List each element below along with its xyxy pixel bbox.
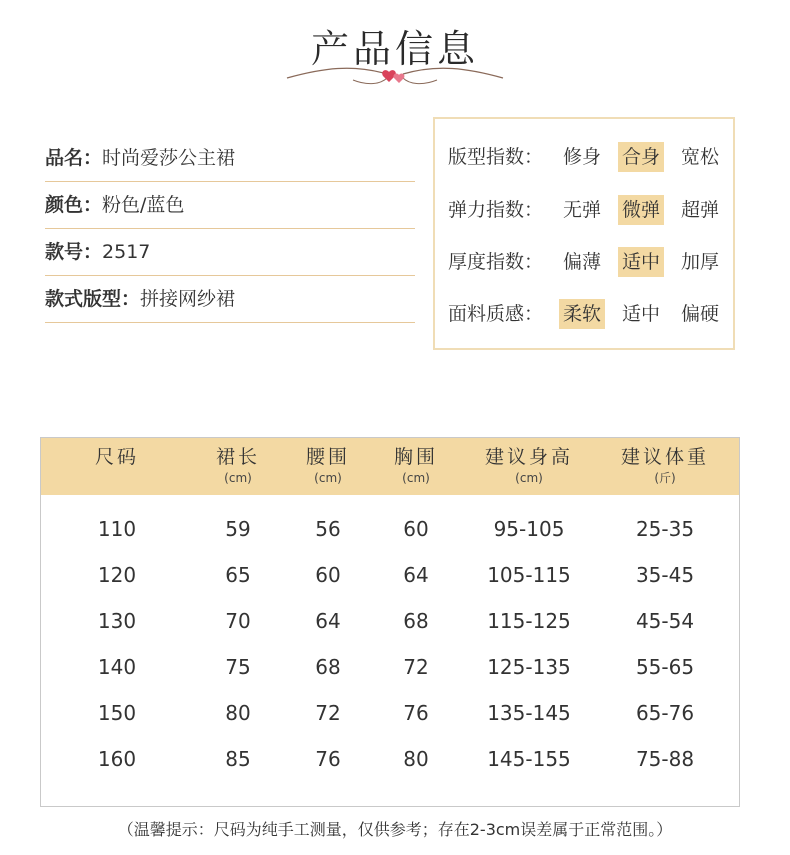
header-label: 尺码	[94, 446, 139, 468]
header-unit: (cm)	[314, 471, 342, 485]
header-height	[469, 444, 589, 486]
index-row-fit	[448, 142, 719, 172]
header-label: 胸围	[393, 446, 438, 468]
cell-weight: 75-88	[635, 747, 695, 771]
index-row-elasticity	[448, 195, 719, 225]
table-row	[41, 598, 739, 644]
header-unit: (cm)	[402, 471, 430, 485]
header-label: 建议身高	[484, 446, 573, 468]
table-row	[41, 506, 739, 552]
cell-chest: 64	[403, 563, 429, 587]
info-label: 品名：	[45, 147, 103, 169]
index-label: 面料质感：	[448, 303, 544, 325]
info-row-color	[45, 182, 415, 229]
index-option-selected: 合身	[618, 142, 664, 172]
cell-weight: 45-54	[635, 609, 695, 633]
heart-divider-ornament	[283, 62, 507, 92]
cell-weight: 55-65	[635, 655, 695, 679]
info-row-style-number	[45, 229, 415, 276]
header-weight	[605, 444, 725, 486]
index-label: 弹力指数：	[448, 199, 544, 221]
cell-chest: 76	[403, 701, 429, 725]
cell-weight: 25-35	[635, 517, 695, 541]
cell-skirt-length: 85	[225, 747, 251, 771]
index-option-selected: 柔软	[559, 299, 605, 329]
cell-size: 150	[97, 701, 137, 725]
cell-skirt-length: 80	[225, 701, 251, 725]
cell-size: 120	[97, 563, 137, 587]
info-row-style-type	[45, 276, 415, 323]
index-option-selected: 适中	[618, 247, 664, 277]
cell-skirt-length: 59	[225, 517, 251, 541]
size-table	[40, 437, 740, 807]
cell-chest: 60	[403, 517, 429, 541]
index-option: 偏薄	[562, 251, 601, 273]
cell-size: 160	[97, 747, 137, 771]
cell-skirt-length: 75	[225, 655, 251, 679]
index-label: 厚度指数：	[448, 251, 544, 273]
header-unit: (cm)	[515, 471, 543, 485]
cell-chest: 68	[403, 609, 429, 633]
cell-skirt-length: 70	[225, 609, 251, 633]
index-label: 版型指数：	[448, 146, 544, 168]
header-label: 建议体重	[620, 446, 709, 468]
product-info-list	[45, 135, 415, 323]
table-row	[41, 552, 739, 598]
index-box	[433, 117, 735, 350]
table-row	[41, 690, 739, 736]
info-label: 款号：	[45, 241, 103, 263]
table-row	[41, 644, 739, 690]
cell-size: 140	[97, 655, 137, 679]
index-row-thickness	[448, 247, 719, 277]
cell-height: 95-105	[493, 517, 565, 541]
cell-chest: 80	[403, 747, 429, 771]
info-value: 时尚爱莎公主裙	[102, 147, 236, 169]
index-option: 无弹	[562, 199, 601, 221]
cell-waist: 68	[315, 655, 341, 679]
header-chest	[356, 444, 476, 486]
cell-height: 105-115	[487, 563, 571, 587]
index-option: 加厚	[680, 251, 719, 273]
cell-height: 115-125	[487, 609, 571, 633]
cell-height: 135-145	[487, 701, 571, 725]
info-value: 拼接网纱裙	[140, 288, 236, 310]
cell-weight: 65-76	[635, 701, 695, 725]
cell-height: 145-155	[487, 747, 571, 771]
cell-skirt-length: 65	[225, 563, 251, 587]
index-option: 适中	[621, 303, 660, 325]
header-size	[57, 444, 177, 470]
header-label: 裙长	[215, 446, 260, 468]
info-label: 款式版型：	[45, 288, 141, 310]
cell-waist: 60	[315, 563, 341, 587]
table-row	[41, 736, 739, 782]
cell-size: 110	[97, 517, 137, 541]
cell-waist: 56	[315, 517, 341, 541]
measurement-note: （温馨提示：尺码为纯手工测量，仅供参考；存在2-3cm误差属于正常范围。）	[117, 820, 673, 839]
cell-size: 130	[97, 609, 137, 633]
header-unit: (cm)	[224, 471, 252, 485]
info-value: 2517	[102, 241, 151, 263]
index-option: 超弹	[680, 199, 719, 221]
cell-waist: 72	[315, 701, 341, 725]
header-unit: (斤)	[654, 471, 676, 485]
index-option: 偏硬	[680, 303, 719, 325]
index-option: 修身	[562, 146, 601, 168]
index-option: 宽松	[680, 146, 719, 168]
cell-height: 125-135	[487, 655, 571, 679]
cell-chest: 72	[403, 655, 429, 679]
page-title: 产品信息	[310, 27, 479, 71]
info-row-name	[45, 135, 415, 182]
info-value: 粉色/蓝色	[102, 194, 185, 216]
index-row-texture	[448, 299, 719, 329]
info-label: 颜色：	[45, 194, 103, 216]
header-label: 腰围	[305, 446, 350, 468]
index-option-selected: 微弹	[618, 195, 664, 225]
cell-waist: 76	[315, 747, 341, 771]
cell-waist: 64	[315, 609, 341, 633]
size-table-header	[41, 438, 739, 495]
cell-weight: 35-45	[635, 563, 695, 587]
